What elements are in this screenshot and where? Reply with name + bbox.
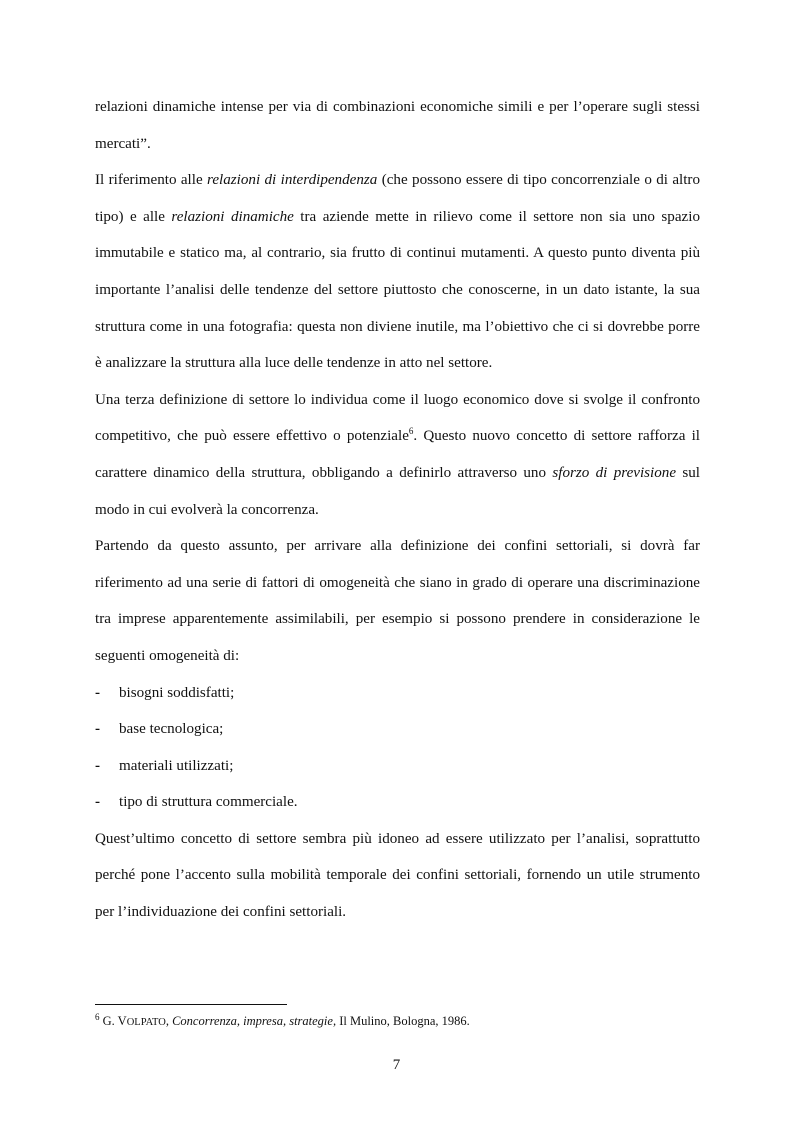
paragraph-3-text-a: Una terza definizione di settore lo individua come il luogo economico dove si svolge il confronto competitivo, che può essere effettivo o potenziale [95,391,700,445]
list-bullet: - [95,721,101,738]
paragraph-3-text-d: sul modo in cui evolverà la concorrenza. [95,464,700,518]
page-number: 7 [392,1057,401,1073]
paragraph-3 [95,382,700,528]
paragraph-1: relazioni dinamiche intense per via di combinazioni economiche simili e per l’operare sugli stessi mercati”. [95,99,700,152]
paragraph-2-emphasis-dinamiche: relazioni dinamiche [171,208,294,225]
footnote-author-initial: G. V [99,1014,127,1028]
list-item-text: bisogni soddisfatti; [119,684,235,701]
list-item [95,748,700,785]
body-text [95,89,700,931]
paragraph-3-text-b: . Questo nuovo concetto di settore rafforza il carattere dinamico della struttura, obbligando a definirlo attraverso uno [95,428,700,481]
list-bullet: - [95,684,101,701]
footnote-reference[interactable]: 6 [408,426,414,437]
footnote [95,1012,700,1032]
paragraph-2 [95,162,700,382]
list-item-text: base tecnologica; [119,721,224,738]
list-item-text: tipo di struttura commerciale. [119,794,298,811]
paragraph-2-text-a: Il riferimento alle [95,172,208,189]
list-item [95,711,700,748]
list-item [95,784,700,821]
list-item [95,675,700,712]
paragraph-5: Quest’ultimo concetto di settore sembra più idoneo ad essere utilizzato per l’analisi, soprattutto perché pone l’accento sulla mobilità temporale dei confini settoriali, fornendo un utile strumento per l’individuazione dei confini settoriali. [95,830,700,921]
paragraph-3-emphasis-previsione: sforzo di previsione [552,464,677,481]
list-item-text: materiali utilizzati; [119,757,234,774]
list-bullet: - [95,794,101,811]
footnote-separator [95,1004,287,1005]
paragraph-2-emphasis-interdipendenza: relazioni di interdipendenza [207,172,378,189]
list-bullet: - [95,757,101,774]
footnote-author-surname: OLPATO [126,1017,166,1028]
paragraph-2-text-c: (che possono essere di tipo concorrenziale o di altro tipo) e alle [95,172,701,225]
paragraph-2-text-e: tra aziende mette in rilievo come il settore non sia uno spazio immutabile e statico ma, al contrario, sia frutto di continui mutamenti. A questo punto diventa più importante l’analisi delle tendenze del settore piuttosto che conoscerne, in un dato istante, la sua struttura come in una fotografia: questa non diviene inutile, ma l’obiettivo che ci si dovrebbe porre è analizzare la struttura alla luce delle tendenze in atto nel settore. [95,208,700,372]
footnote-separator-comma: , [165,1014,173,1028]
paragraph-4: Partendo da questo assunto, per arrivare alla definizione dei confini settoriali, si dovrà far riferimento ad una serie di fattori di omogeneità che siano in grado di operare una discriminazione tra imprese apparentemente assimilabili, per esempio si possono prendere in considerazione le seguenti omogeneità di: [95,538,700,664]
footnote-publisher: Il Mulino, Bologna, 1986. [336,1014,470,1028]
footnote-number: 6 [95,1011,100,1022]
footnote-title: Concorrenza, impresa, strategie, [172,1014,337,1028]
homogeneity-list [95,675,700,821]
